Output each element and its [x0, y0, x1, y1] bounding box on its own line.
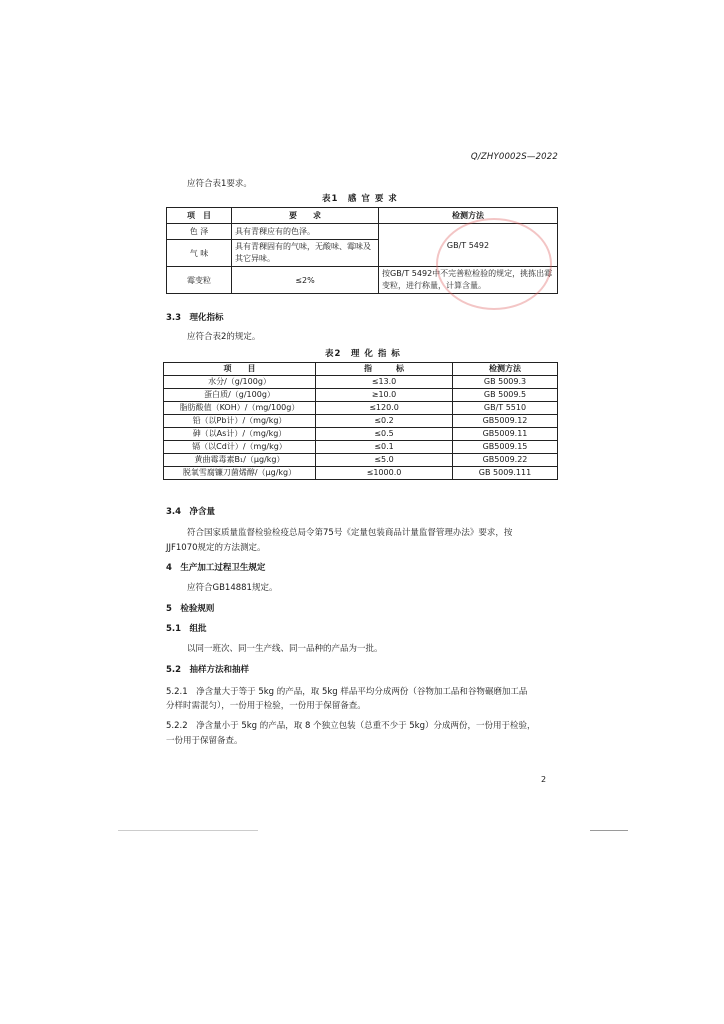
document-code: Q/ZHY0002S—2022	[470, 152, 558, 162]
red-seal-stamp	[436, 218, 552, 310]
row-item: 铅（以Pb计）/（mg/kg）	[164, 415, 316, 428]
row-limit: ≥10.0	[316, 389, 453, 402]
section-3-3-heading: 3.3 理化指标	[166, 313, 224, 323]
row-limit: ≤0.2	[316, 415, 453, 428]
section-3-4-heading: 3.4 净含量	[166, 507, 216, 517]
row-item: 砷（以As计）/（mg/kg）	[164, 428, 316, 441]
header-limit: 指 标	[316, 363, 453, 376]
row-method: GB 5009.3	[453, 376, 558, 389]
table-row	[164, 389, 558, 402]
row-item: 水分/（g/100g）	[164, 376, 316, 389]
row-method: GB5009.12	[453, 415, 558, 428]
row-item: 气 味	[167, 240, 232, 267]
row-requirement: 具有青稞固有的气味，无酸味、霉味及其它异味。	[232, 240, 379, 267]
table-header-row	[164, 363, 558, 376]
row-limit: ≤120.0	[316, 402, 453, 415]
table-row	[164, 428, 558, 441]
scan-edge-left	[118, 830, 258, 831]
row-item: 脱氧雪腐镰刀菌烯醇/（μg/kg）	[164, 467, 316, 480]
scan-edge-right	[590, 830, 628, 831]
row-method: GB 5009.111	[453, 467, 558, 480]
section-3-3-text: 应符合表2的规定。	[187, 332, 261, 342]
table-row	[164, 402, 558, 415]
table-row	[164, 441, 558, 454]
row-method: GB5009.15	[453, 441, 558, 454]
section-5-2-heading: 5.2 抽样方法和抽样	[166, 665, 250, 675]
row-item: 黄曲霉毒素B₁/（μg/kg）	[164, 454, 316, 467]
row-limit: ≤1000.0	[316, 467, 453, 480]
header-method: 检测方法	[379, 208, 558, 224]
row-limit: ≤13.0	[316, 376, 453, 389]
row-method: GB/T 5510	[453, 402, 558, 415]
section-5-1-text: 以同一班次、同一生产线、同一品种的产品为一批。	[187, 644, 383, 654]
row-item: 脂肪酸值（KOH）/（mg/100g）	[164, 402, 316, 415]
row-method: GB/T 5492	[379, 224, 558, 267]
row-method: GB5009.22	[453, 454, 558, 467]
table-row	[164, 454, 558, 467]
row-requirement: ≤2%	[232, 267, 379, 294]
table-row	[164, 376, 558, 389]
row-requirement: 具有青稞应有的色泽。	[232, 224, 379, 240]
row-limit: ≤0.1	[316, 441, 453, 454]
section-5-2-2-line1: 5.2.2 净含量小于 5kg 的产品，取 8 个独立包装（总重不少于 5kg）分成两份，一份用于检验，	[166, 721, 536, 731]
header-item: 项 目	[164, 363, 316, 376]
table-row	[164, 467, 558, 480]
row-item: 镉（以Cd计）/（mg/kg）	[164, 441, 316, 454]
table1-caption: 表1 感 官 要 求	[322, 194, 398, 204]
row-limit: ≤0.5	[316, 428, 453, 441]
physicochemical-table	[163, 362, 558, 480]
row-method: 按GB/T 5492中不完善粒检验的规定，挑拣出霉变粒，进行称量，计算含量。	[379, 267, 558, 294]
table2-caption: 表2 理 化 指 标	[325, 349, 401, 359]
section-5-2-1-line2: 分样时需混匀），一份用于检验，一份用于保留备查。	[166, 701, 366, 711]
table1-intro: 应符合表1要求。	[187, 179, 252, 189]
row-item: 蛋白质/（g/100g）	[164, 389, 316, 402]
section-4-heading: 4 生产加工过程卫生规定	[166, 563, 266, 573]
section-3-4-line1: 符合国家质量监督检验检疫总局令第75号《定量包装商品计量监督管理办法》要求，按	[187, 528, 513, 538]
section-5-2-1-line1: 5.2.1 净含量大于等于 5kg 的产品，取 5kg 样品平均分成两份（谷物加工品和谷物碾磨加工品	[166, 687, 528, 697]
page-number: 2	[541, 775, 547, 784]
header-item: 项 目	[167, 208, 232, 224]
section-5-heading: 5 检验规则	[166, 604, 215, 614]
row-item: 霉变粒	[167, 267, 232, 294]
section-3-4-line2: JJF1070规定的方法测定。	[166, 543, 266, 553]
row-limit: ≤5.0	[316, 454, 453, 467]
row-method: GB 5009.5	[453, 389, 558, 402]
row-method: GB5009.11	[453, 428, 558, 441]
table-row	[164, 415, 558, 428]
row-item: 色 泽	[167, 224, 232, 240]
section-4-text: 应符合GB14881规定。	[187, 583, 278, 593]
section-5-2-2-line2: 一份用于保留备查。	[166, 736, 243, 746]
section-5-1-heading: 5.1 组批	[166, 624, 207, 634]
header-method: 检测方法	[453, 363, 558, 376]
header-requirement: 要 求	[232, 208, 379, 224]
